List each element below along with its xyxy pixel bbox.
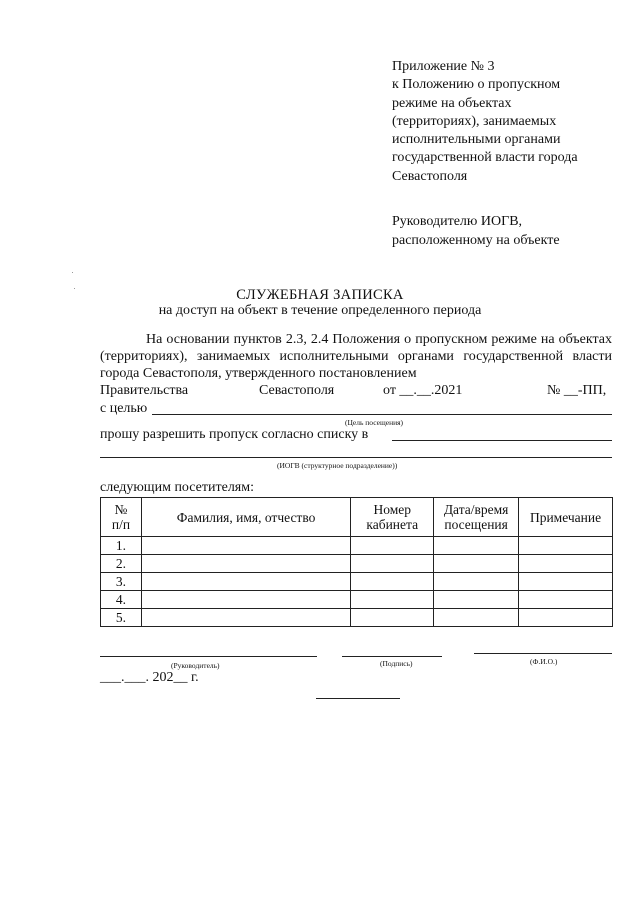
appendix-line: (территориях), занимаемых [392,113,557,129]
cell-datetime[interactable] [434,573,519,591]
cell-datetime[interactable] [434,537,519,555]
purpose-field-line[interactable] [152,414,612,415]
visitors-label: следующим посетителям: [100,480,254,495]
cell-name[interactable] [141,591,350,609]
appendix-line: исполнительными органами [392,132,561,148]
cell-room[interactable] [351,555,434,573]
cell-note[interactable] [519,573,613,591]
appendix-line: Приложение № 3 [392,59,495,74]
sign-caption: (Подпись) [380,659,413,668]
visitors-table [100,497,613,627]
decree-number: № __-ПП, [547,383,607,398]
appendix-line: Севастополя [392,168,468,184]
col-header-room: Номер кабинета [351,498,434,537]
cell-note[interactable] [519,609,613,627]
purpose-label: с целью [100,401,148,416]
cell-note[interactable] [519,591,613,609]
closing-rule [316,698,400,699]
iogv-field-line[interactable] [392,440,612,441]
decree-date: от __.__.2021 [383,383,463,398]
table-row [101,537,613,555]
cell-room[interactable] [351,573,434,591]
cell-note[interactable] [519,555,613,573]
cell-datetime[interactable] [434,609,519,627]
table-row [101,609,613,627]
appendix-line: государственной власти города [392,150,578,166]
cell-datetime[interactable] [434,555,519,573]
head-caption: (Руководитель) [171,661,220,670]
head-signature-line[interactable] [100,656,317,657]
document-title: СЛУЖЕБНАЯ ЗАПИСКА [236,287,404,303]
table-row [101,591,613,609]
row-number: 1. [101,537,142,555]
addressee-line: Руководителю ИОГВ, [392,214,523,229]
name-line[interactable] [474,653,612,654]
col-header-note: Примечание [519,498,613,537]
cell-name[interactable] [141,573,350,591]
sign-line[interactable] [342,656,442,657]
row-number: 4. [101,591,142,609]
table-header-row [101,498,613,537]
cell-name[interactable] [141,537,350,555]
body-paragraph: На основании пунктов 2.3, 2.4 Положения о пропускном режиме на объектах (территориях), занимаемых исполнительными органами государственной власти города Севастополя, утвержденного постановлением [100,332,612,381]
appendix-block [392,58,632,186]
cell-room[interactable] [351,609,434,627]
appendix-line: режиме на объектах [392,95,512,111]
table-row [101,555,613,573]
scan-speck [72,272,73,273]
document-subtitle: на доступ на объект в течение определенного периода [158,303,482,318]
col-header-datetime: Дата/время посещения [434,498,519,537]
iogv-continuation-line[interactable] [100,457,612,458]
government-word: Правительства [100,383,189,398]
addressee-line: расположенному на объекте [392,233,560,248]
name-caption: (Ф.И.О.) [530,657,558,666]
cell-datetime[interactable] [434,591,519,609]
col-header-number: № п/п [101,498,142,537]
row-number: 3. [101,573,142,591]
purpose-caption: (Цель посещения) [345,418,404,427]
date-field: ___.___. 202__ г. [100,670,199,685]
col-header-name: Фамилия, имя, отчество [141,498,350,537]
request-text: прошу разрешить пропуск согласно списку в [100,427,369,442]
row-number: 2. [101,555,142,573]
cell-name[interactable] [141,555,350,573]
row-number: 5. [101,609,142,627]
iogv-caption: (ИОГВ (структурное подразделение)) [277,461,398,470]
addressee-block [392,212,632,250]
cell-note[interactable] [519,537,613,555]
table-row [101,573,613,591]
appendix-line: к Положению о пропускном [392,77,561,93]
cell-room[interactable] [351,537,434,555]
cell-room[interactable] [351,591,434,609]
city-word: Севастополя [259,383,335,398]
cell-name[interactable] [141,609,350,627]
